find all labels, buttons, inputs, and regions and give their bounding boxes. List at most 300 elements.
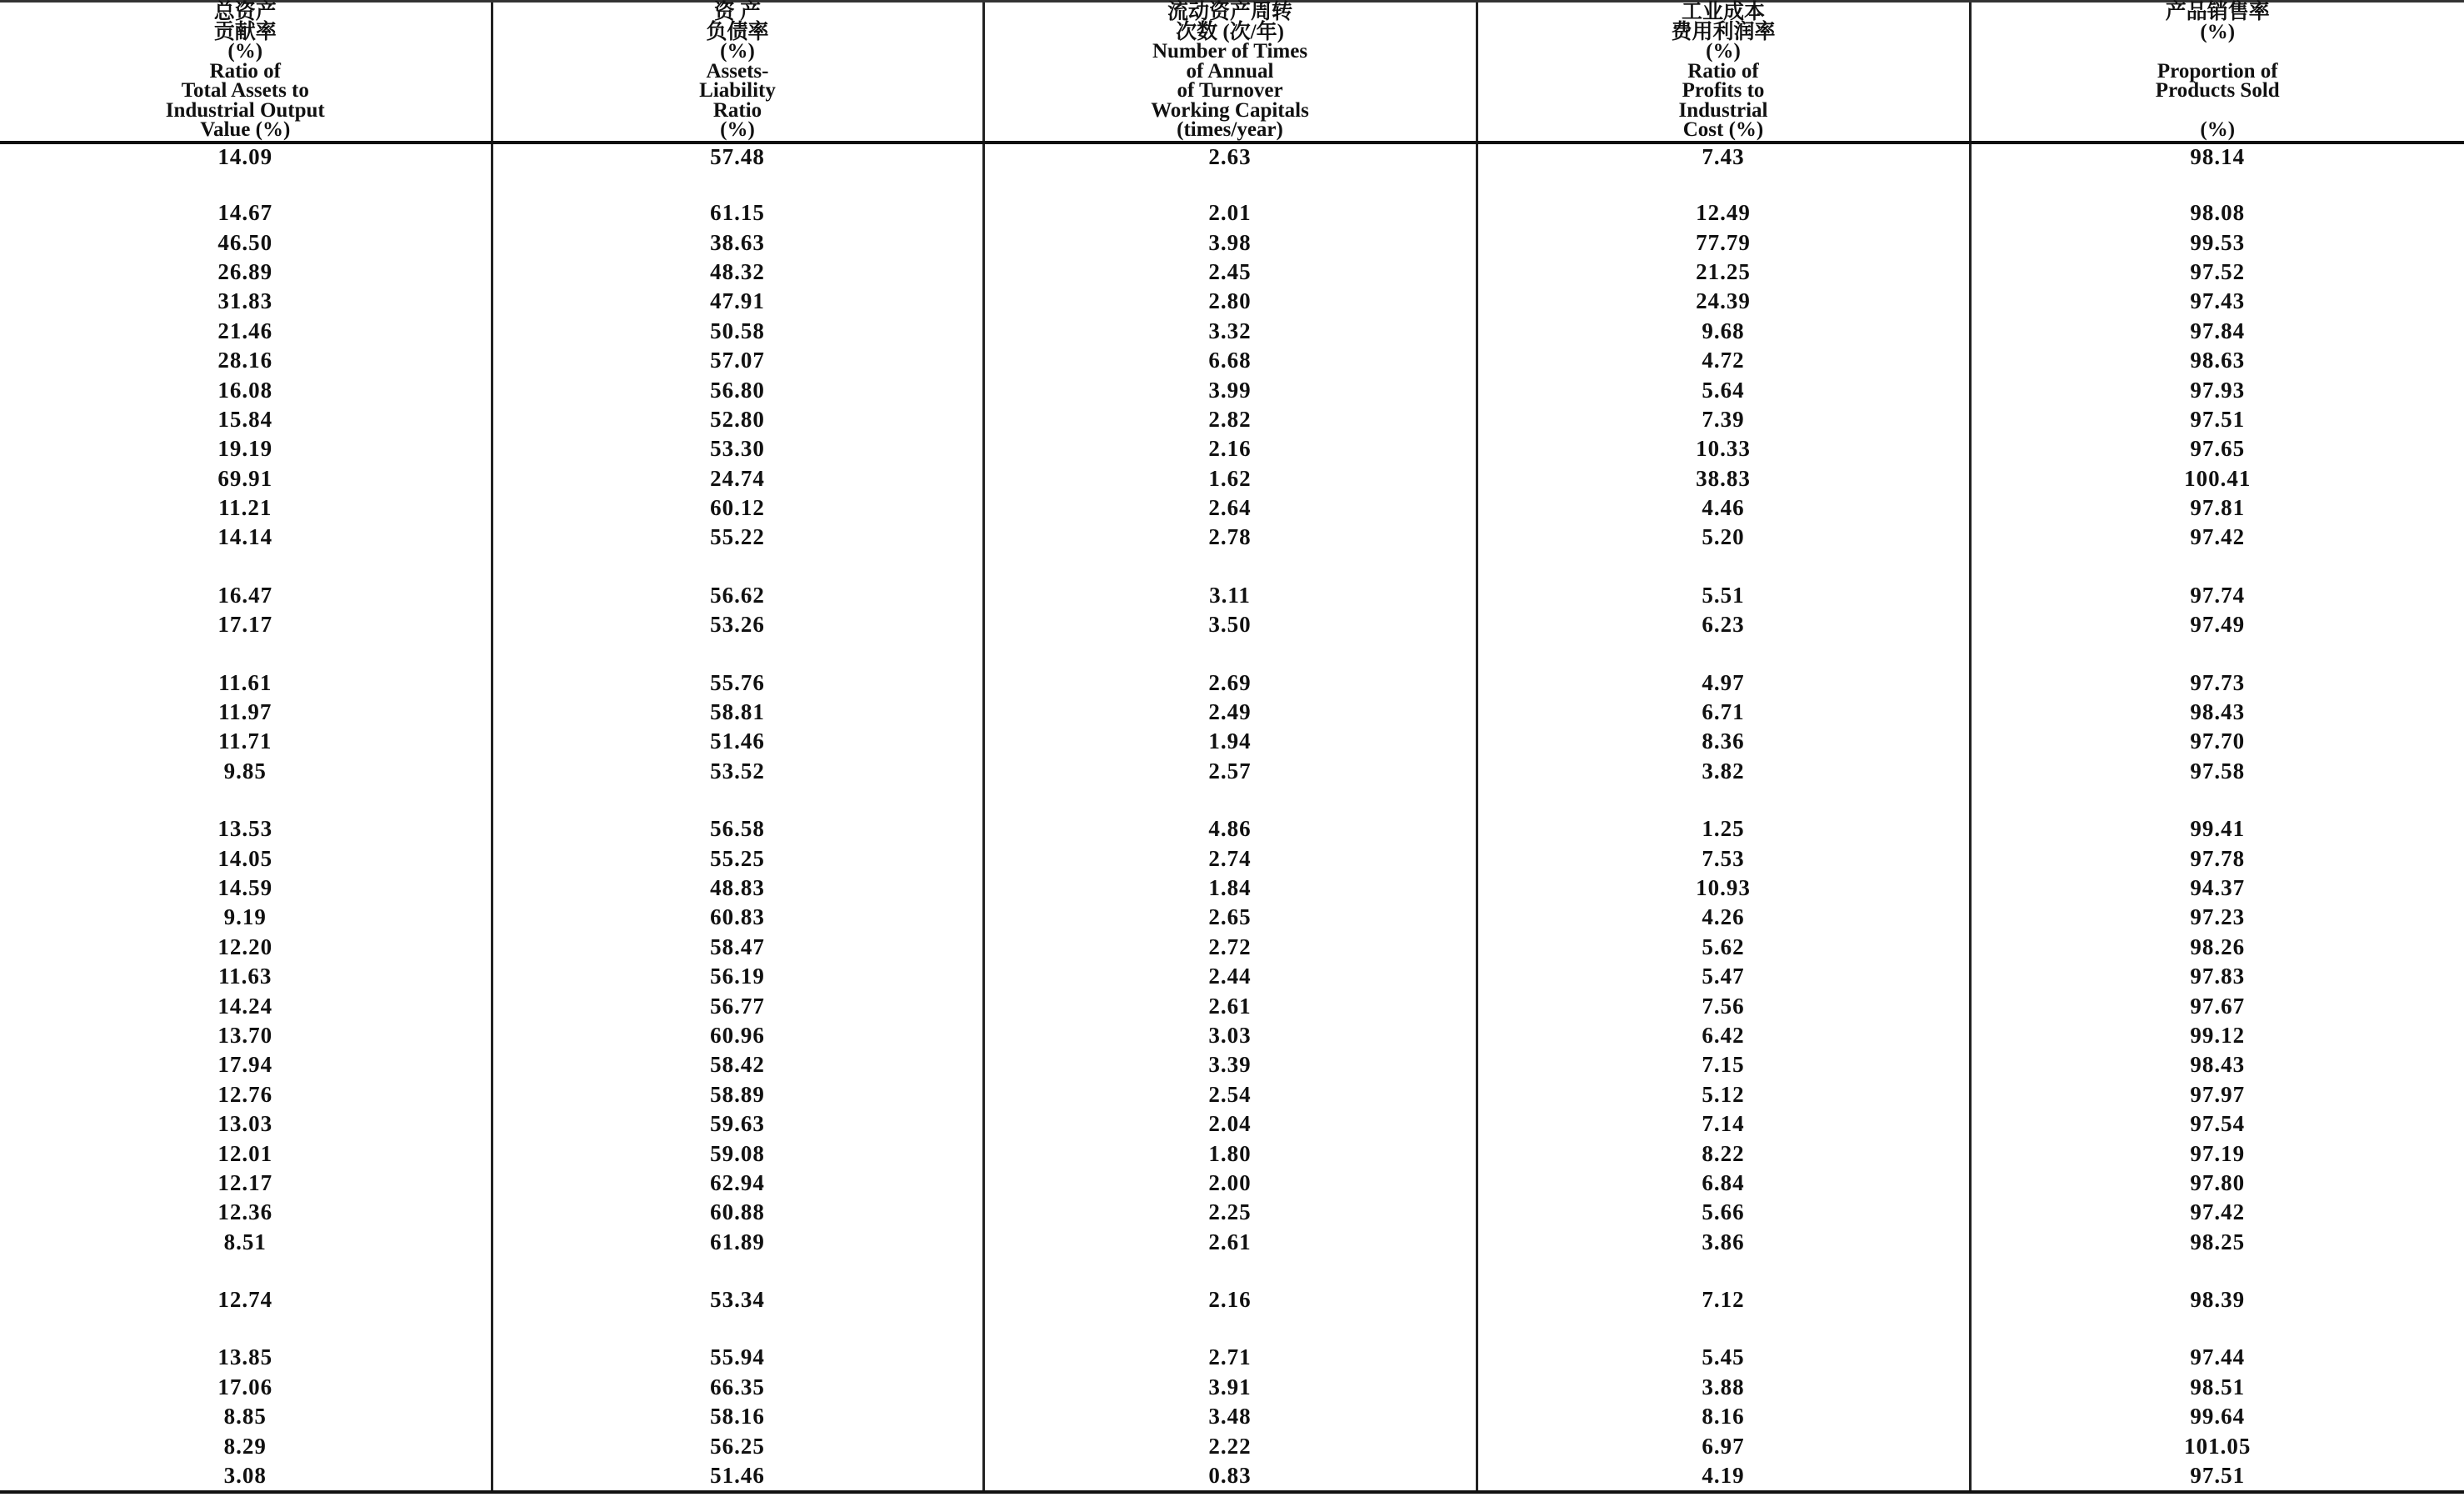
- cell-liability: 60.88: [492, 1198, 983, 1227]
- cell-total-assets: 12.20: [217, 934, 273, 959]
- cell-profit: 5.45: [1477, 1343, 1970, 1372]
- cell-turnover: 3.48: [983, 1402, 1477, 1431]
- cell-total-assets: 19.19: [217, 436, 273, 462]
- cell-sold: 94.37: [1970, 874, 2464, 903]
- cell-sold: 97.80: [1970, 1169, 2464, 1198]
- table-row: [0, 1461, 2464, 1492]
- spacer-cell: [1477, 553, 1970, 581]
- table-row: [0, 1431, 2464, 1460]
- header-line: [1972, 42, 2464, 62]
- cell-turnover: 1.84: [983, 874, 1477, 903]
- cell-profit: 6.71: [1477, 698, 1970, 727]
- header-line: 次数 (次/年): [1176, 20, 1284, 43]
- header-line: Cost (%): [1682, 118, 1764, 141]
- table-row: [0, 1080, 2464, 1109]
- spacer-cell: [1477, 639, 1970, 668]
- cell-sold: 98.43: [1970, 1050, 2464, 1079]
- table-row: [0, 1343, 2464, 1372]
- cell-sold: 97.23: [1970, 903, 2464, 932]
- cell-total-assets: 8.85: [223, 1404, 267, 1429]
- cell-sold: 98.14: [1970, 143, 2464, 170]
- cell-turnover: 0.83: [983, 1461, 1477, 1492]
- cell-turnover: 2.49: [983, 698, 1477, 727]
- cell-liability: 48.83: [492, 874, 983, 903]
- spacer-cell: [1970, 786, 2464, 814]
- cell-sold: 98.51: [1970, 1373, 2464, 1402]
- cell-profit: 7.56: [1477, 991, 1970, 1020]
- cell-total-assets: 14.24: [217, 993, 273, 1019]
- cell-profit: 6.97: [1477, 1431, 1970, 1460]
- table-row: [0, 874, 2464, 903]
- cell-liability: 55.94: [492, 1343, 983, 1372]
- header-line: Profits to: [1682, 79, 1765, 102]
- cell-turnover: 2.80: [983, 287, 1477, 316]
- cell-liability: 58.42: [492, 1050, 983, 1079]
- cell-profit: 10.93: [1477, 874, 1970, 903]
- cell-sold: 97.65: [1970, 434, 2464, 463]
- cell-liability: 50.58: [492, 317, 983, 346]
- cell-turnover: 2.82: [983, 405, 1477, 434]
- cell-liability: 56.25: [492, 1431, 983, 1460]
- header-line: Value (%): [200, 118, 291, 141]
- cell-profit: 5.62: [1477, 933, 1970, 962]
- spacer-cell: [1970, 639, 2464, 668]
- cell-total-assets: 17.94: [217, 1052, 273, 1078]
- cell-liability: 58.81: [492, 698, 983, 727]
- header-line: Total Assets to: [181, 79, 309, 102]
- cell-turnover: 1.80: [983, 1139, 1477, 1168]
- cell-profit: 24.39: [1477, 287, 1970, 316]
- header-line: Assets-: [706, 59, 769, 83]
- table-row: [0, 844, 2464, 873]
- spacer-row: [0, 553, 2464, 581]
- cell-turnover: 3.32: [983, 317, 1477, 346]
- cell-total-assets: 26.89: [217, 258, 273, 284]
- cell-sold: 97.49: [1970, 610, 2464, 639]
- cell-sold: 98.63: [1970, 346, 2464, 375]
- table-row: [0, 933, 2464, 962]
- cell-liability: 62.94: [492, 1169, 983, 1198]
- cell-turnover: 3.11: [983, 581, 1477, 610]
- table-row: [0, 405, 2464, 434]
- cell-sold: 98.43: [1970, 698, 2464, 727]
- cell-total-assets: 14.05: [217, 845, 273, 871]
- cell-profit: 7.12: [1477, 1285, 1970, 1314]
- cell-profit: 77.79: [1477, 228, 1970, 257]
- table-row: [0, 814, 2464, 844]
- cell-total-assets: 13.03: [217, 1111, 273, 1137]
- cell-liability: 47.91: [492, 287, 983, 316]
- cell-turnover: 2.54: [983, 1080, 1477, 1109]
- spacer-cell: [492, 1314, 983, 1343]
- table-row: [0, 317, 2464, 346]
- header-line: Industrial: [1678, 98, 1768, 122]
- cell-total-assets: 11.71: [218, 728, 272, 754]
- table-row: [0, 1198, 2464, 1227]
- table-row: [0, 228, 2464, 257]
- cell-profit: 1.25: [1477, 814, 1970, 844]
- cell-liability: 61.15: [492, 198, 983, 228]
- cell-liability: 53.30: [492, 434, 983, 463]
- cell-liability: 59.08: [492, 1139, 983, 1168]
- spacer-row: [0, 170, 2464, 198]
- table-row: [0, 346, 2464, 375]
- spacer-row: [0, 786, 2464, 814]
- cell-turnover: 2.78: [983, 523, 1477, 552]
- table-row: [0, 1050, 2464, 1079]
- header-line: 工业成本: [1681, 1, 1765, 23]
- header-line: Ratio of: [1687, 59, 1759, 83]
- spacer-cell: [492, 553, 983, 581]
- table-row: [0, 903, 2464, 932]
- cell-profit: 6.23: [1477, 610, 1970, 639]
- cell-total-assets: 12.76: [217, 1081, 273, 1107]
- header-line: 费用利润率: [1671, 20, 1776, 43]
- cell-liability: 38.63: [492, 228, 983, 257]
- cell-sold: 99.64: [1970, 1402, 2464, 1431]
- cell-profit: 21.25: [1477, 258, 1970, 287]
- cell-turnover: 3.50: [983, 610, 1477, 639]
- cell-total-assets: 15.84: [217, 406, 273, 432]
- header-line: Working Capitals: [1151, 98, 1309, 122]
- cell-liability: 59.63: [492, 1109, 983, 1139]
- cell-liability: 58.16: [492, 1402, 983, 1431]
- cell-sold: 97.97: [1970, 1080, 2464, 1109]
- header-line: (%): [227, 40, 263, 63]
- header-line: (times/year): [1177, 118, 1283, 141]
- cell-sold: 97.52: [1970, 258, 2464, 287]
- cell-profit: 5.47: [1477, 962, 1970, 991]
- spacer-cell: [0, 1314, 492, 1343]
- header-line: 负债率: [706, 20, 769, 43]
- cell-turnover: 6.68: [983, 346, 1477, 375]
- header-line: Ratio: [712, 98, 762, 122]
- cell-liability: 51.46: [492, 727, 983, 756]
- cell-liability: 55.25: [492, 844, 983, 873]
- spacer-row: [0, 1257, 2464, 1285]
- table-row: [0, 962, 2464, 991]
- cell-sold: 97.93: [1970, 375, 2464, 404]
- cell-total-assets: 12.17: [217, 1169, 273, 1195]
- cell-sold: 97.67: [1970, 991, 2464, 1020]
- cell-sold: 97.51: [1970, 1461, 2464, 1492]
- table-row: [0, 757, 2464, 786]
- header-line: of Turnover: [1177, 79, 1283, 102]
- cell-profit: 7.15: [1477, 1050, 1970, 1079]
- header-line: (%): [1706, 40, 1741, 63]
- cell-total-assets: 8.29: [223, 1433, 267, 1459]
- table-row: [0, 610, 2464, 639]
- header-line: (%): [720, 40, 755, 63]
- spacer-cell: [1477, 786, 1970, 814]
- spacer-cell: [492, 1257, 983, 1285]
- table-body: [0, 143, 2464, 1492]
- cell-total-assets: 11.97: [218, 699, 272, 725]
- cell-liability: 58.89: [492, 1080, 983, 1109]
- cell-liability: 55.76: [492, 668, 983, 697]
- cell-liability: 56.19: [492, 962, 983, 991]
- cell-turnover: 3.39: [983, 1050, 1477, 1079]
- cell-liability: 58.47: [492, 933, 983, 962]
- spacer-cell: [983, 1257, 1477, 1285]
- cell-profit: 12.49: [1477, 198, 1970, 228]
- cell-liability: 60.83: [492, 903, 983, 932]
- cell-turnover: 1.94: [983, 727, 1477, 756]
- cell-profit: 6.84: [1477, 1169, 1970, 1198]
- cell-profit: 6.42: [1477, 1021, 1970, 1050]
- table-row: [0, 1139, 2464, 1168]
- header-line: Products Sold: [2155, 79, 2280, 102]
- cell-liability: 52.80: [492, 405, 983, 434]
- header-row: [0, 2, 2464, 143]
- cell-liability: 56.62: [492, 581, 983, 610]
- header-total-assets-contribution: [0, 2, 492, 143]
- cell-total-assets: 17.06: [217, 1374, 273, 1399]
- cell-liability: 60.12: [492, 493, 983, 523]
- cell-sold: 98.25: [1970, 1228, 2464, 1257]
- cell-liability: 57.48: [492, 143, 983, 170]
- cell-turnover: 3.99: [983, 375, 1477, 404]
- spacer-cell: [983, 786, 1477, 814]
- spacer-cell: [492, 639, 983, 668]
- cell-turnover: 2.16: [983, 434, 1477, 463]
- cell-sold: 97.42: [1970, 1198, 2464, 1227]
- cell-turnover: 2.72: [983, 933, 1477, 962]
- cell-turnover: 2.65: [983, 903, 1477, 932]
- cell-sold: 100.41: [1970, 464, 2464, 493]
- cell-turnover: 2.25: [983, 1198, 1477, 1227]
- total-row: [0, 143, 2464, 170]
- cell-sold: 98.08: [1970, 198, 2464, 228]
- cell-sold: 101.05: [1970, 1431, 2464, 1460]
- table-row: [0, 1021, 2464, 1050]
- cell-sold: 97.58: [1970, 757, 2464, 786]
- cell-liability: 56.80: [492, 375, 983, 404]
- cell-liability: 53.34: [492, 1285, 983, 1314]
- cell-turnover: 2.16: [983, 1285, 1477, 1314]
- cell-sold: 97.19: [1970, 1139, 2464, 1168]
- cell-total-assets: 12.01: [217, 1140, 273, 1166]
- cell-total-assets: 11.61: [218, 669, 272, 695]
- header-line: of Annual: [1186, 59, 1274, 83]
- cell-liability: 61.89: [492, 1228, 983, 1257]
- cell-liability: 66.35: [492, 1373, 983, 1402]
- cell-total-assets: 21.46: [217, 318, 273, 343]
- cell-total-assets: 3.08: [0, 1461, 492, 1492]
- cell-profit: 8.16: [1477, 1402, 1970, 1431]
- cell-turnover: 2.71: [983, 1343, 1477, 1372]
- table-row: [0, 258, 2464, 287]
- table-row: [0, 1169, 2464, 1198]
- header-products-sold-ratio: [1970, 2, 2464, 143]
- header-line: 产品销售率: [2165, 1, 2270, 23]
- spacer-cell: [0, 786, 492, 814]
- cell-total-assets: 14.67: [217, 200, 273, 226]
- table-row: [0, 991, 2464, 1020]
- cell-profit: 10.33: [1477, 434, 1970, 463]
- cell-sold: 97.74: [1970, 581, 2464, 610]
- cell-sold: 97.70: [1970, 727, 2464, 756]
- cell-turnover: 3.98: [983, 228, 1477, 257]
- cell-profit: 4.19: [1477, 1461, 1970, 1492]
- cell-profit: 9.68: [1477, 317, 1970, 346]
- cell-total-assets: 28.16: [217, 348, 273, 373]
- cell-liability: 24.74: [492, 464, 983, 493]
- cell-total-assets: 12.74: [217, 1287, 273, 1313]
- cell-turnover: 2.45: [983, 258, 1477, 287]
- cell-sold: 99.41: [1970, 814, 2464, 844]
- cell-sold: 97.73: [1970, 668, 2464, 697]
- spacer-row: [0, 1314, 2464, 1343]
- cell-total-assets: 13.53: [217, 816, 273, 842]
- spacer-cell: [1477, 170, 1970, 198]
- cell-total-assets: 14.59: [217, 875, 273, 900]
- spacer-cell: [1477, 1314, 1970, 1343]
- cell-total-assets: 17.17: [217, 612, 273, 638]
- table-row: [0, 1228, 2464, 1257]
- cell-profit: 7.43: [1477, 143, 1970, 170]
- cell-sold: 98.26: [1970, 933, 2464, 962]
- table-row: [0, 198, 2464, 228]
- header-line: Liability: [699, 79, 776, 102]
- header-line: 流动资产周转: [1167, 1, 1292, 23]
- cell-total-assets: 9.19: [223, 904, 267, 930]
- cell-turnover: 1.62: [983, 464, 1477, 493]
- cell-sold: 97.54: [1970, 1109, 2464, 1139]
- spacer-cell: [983, 639, 1477, 668]
- table-row: [0, 1285, 2464, 1314]
- cell-profit: 5.20: [1477, 523, 1970, 552]
- cell-profit: 7.14: [1477, 1109, 1970, 1139]
- spacer-cell: [0, 170, 492, 198]
- spacer-cell: [983, 553, 1477, 581]
- cell-turnover: 2.61: [983, 1228, 1477, 1257]
- spacer-cell: [1970, 1257, 2464, 1285]
- cell-sold: 97.84: [1970, 317, 2464, 346]
- cell-profit: 5.12: [1477, 1080, 1970, 1109]
- spacer-cell: [0, 553, 492, 581]
- spacer-row: [0, 639, 2464, 668]
- cell-liability: 53.26: [492, 610, 983, 639]
- header-line: Industrial Output: [165, 98, 325, 122]
- spacer-cell: [1970, 170, 2464, 198]
- cell-turnover: 2.69: [983, 668, 1477, 697]
- table-row: [0, 727, 2464, 756]
- table-row: [0, 1402, 2464, 1431]
- cell-sold: 99.12: [1970, 1021, 2464, 1050]
- cell-sold: 97.51: [1970, 405, 2464, 434]
- header-working-capital-turnover: [983, 2, 1477, 143]
- spacer-cell: [1477, 1257, 1970, 1285]
- cell-liability: 53.52: [492, 757, 983, 786]
- cell-turnover: 2.44: [983, 962, 1477, 991]
- spacer-cell: [983, 1314, 1477, 1343]
- cell-turnover: 4.86: [983, 814, 1477, 844]
- cell-total-assets: 9.85: [223, 758, 267, 784]
- spacer-cell: [492, 786, 983, 814]
- cell-total-assets: 13.70: [217, 1022, 273, 1048]
- cell-profit: 8.36: [1477, 727, 1970, 756]
- cell-total-assets: 14.14: [217, 524, 273, 550]
- cell-profit: 5.66: [1477, 1198, 1970, 1227]
- spacer-cell: [1970, 553, 2464, 581]
- header-cost-profit-ratio: [1477, 2, 1970, 143]
- header-line: [1972, 101, 2464, 121]
- cell-turnover: 2.22: [983, 1431, 1477, 1460]
- cell-liability: 56.58: [492, 814, 983, 844]
- cell-turnover: 2.61: [983, 991, 1477, 1020]
- cell-profit: 5.51: [1477, 581, 1970, 610]
- table-row: [0, 464, 2464, 493]
- spacer-cell: [0, 1257, 492, 1285]
- cell-liability: 51.46: [492, 1461, 983, 1492]
- table-row: [0, 581, 2464, 610]
- table-row: [0, 375, 2464, 404]
- cell-profit: 7.53: [1477, 844, 1970, 873]
- cell-profit: 4.26: [1477, 903, 1970, 932]
- spacer-cell: [1970, 1314, 2464, 1343]
- cell-sold: 98.39: [1970, 1285, 2464, 1314]
- cell-profit: 4.97: [1477, 668, 1970, 697]
- cell-turnover: 2.64: [983, 493, 1477, 523]
- cell-profit: 8.22: [1477, 1139, 1970, 1168]
- table-row: [0, 1109, 2464, 1139]
- cell-profit: 3.86: [1477, 1228, 1970, 1257]
- cell-profit: 4.72: [1477, 346, 1970, 375]
- cell-sold: 97.42: [1970, 523, 2464, 552]
- header-line: Ratio of: [209, 59, 281, 83]
- header-line: Number of Times: [1152, 40, 1308, 63]
- cell-sold: 97.81: [1970, 493, 2464, 523]
- cell-profit: 5.64: [1477, 375, 1970, 404]
- table-header: [0, 2, 2464, 143]
- cell-profit: 7.39: [1477, 405, 1970, 434]
- header-line: 总资产: [213, 1, 277, 23]
- cell-profit: 4.46: [1477, 493, 1970, 523]
- cell-turnover: 2.04: [983, 1109, 1477, 1139]
- header-line: 贡献率: [213, 20, 277, 43]
- cell-liability: 60.96: [492, 1021, 983, 1050]
- table-row: [0, 434, 2464, 463]
- cell-sold: 97.78: [1970, 844, 2464, 873]
- header-line: Proportion of: [2157, 59, 2278, 83]
- cell-total-assets: 13.85: [217, 1344, 273, 1370]
- cell-sold: 97.43: [1970, 287, 2464, 316]
- cell-profit: 3.82: [1477, 757, 1970, 786]
- table-row: [0, 287, 2464, 316]
- cell-total-assets: 11.63: [218, 964, 272, 989]
- cell-total-assets: 16.47: [217, 582, 273, 608]
- cell-total-assets: 8.51: [223, 1229, 267, 1254]
- cell-total-assets: 14.09: [217, 144, 273, 169]
- cell-turnover: 2.57: [983, 757, 1477, 786]
- cell-turnover: 3.03: [983, 1021, 1477, 1050]
- cell-turnover: 2.01: [983, 198, 1477, 228]
- header-assets-liability-ratio: [492, 2, 983, 143]
- cell-sold: 99.53: [1970, 228, 2464, 257]
- cell-sold: 97.83: [1970, 962, 2464, 991]
- table-row: [0, 523, 2464, 552]
- cell-profit: 3.88: [1477, 1373, 1970, 1402]
- table-row: [0, 668, 2464, 697]
- cell-turnover: 2.74: [983, 844, 1477, 873]
- cell-profit: 38.83: [1477, 464, 1970, 493]
- spacer-cell: [0, 639, 492, 668]
- header-line: (%): [2200, 118, 2236, 141]
- cell-turnover: 2.63: [983, 143, 1477, 170]
- header-line: (%): [720, 118, 755, 141]
- table-row: [0, 493, 2464, 523]
